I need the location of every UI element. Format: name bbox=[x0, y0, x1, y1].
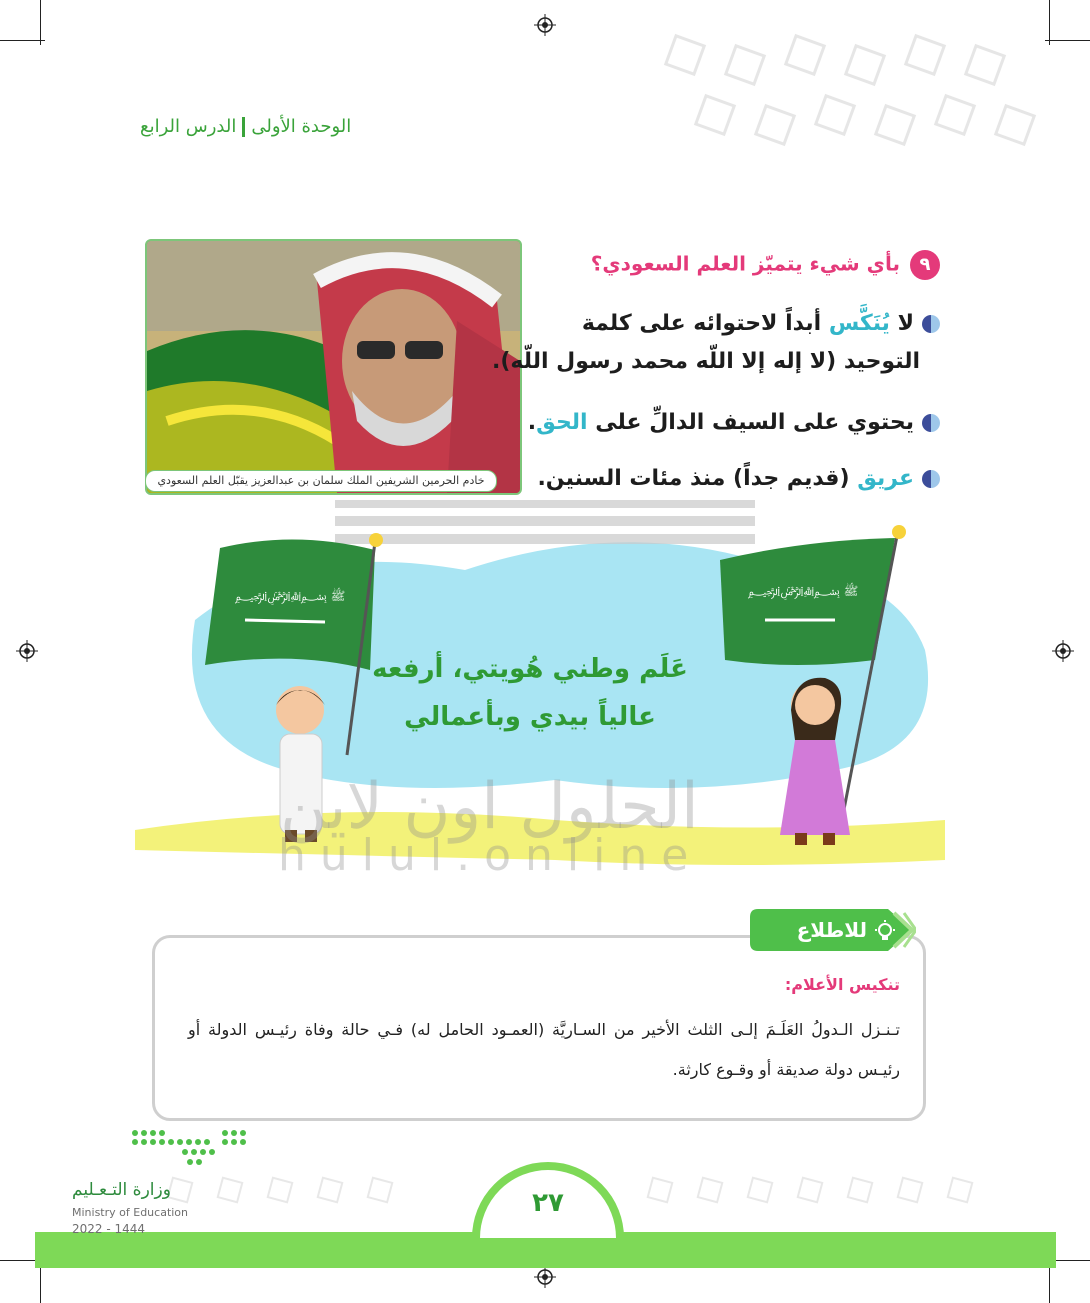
ministry-year: 2022 - 1444 bbox=[72, 1222, 146, 1236]
bullet-item: عريق (قديم جداً) منذ مئات السنين. bbox=[537, 460, 940, 498]
highlight-word: عريق bbox=[857, 466, 914, 491]
svg-text:ﷺ ﷽: ﷺ ﷽ bbox=[747, 584, 859, 598]
info-text: تـنـزل الـدولُ العَلَـمَ إلـى الثلث الأخير من السـاريَّة (العمـود الحامل له) فـي حالة وفاة رئيـس الدولة أو رئيـس دولة صديقة أو وقـوع كارثة. bbox=[188, 1020, 900, 1079]
bullet-dot-icon bbox=[922, 470, 940, 488]
ministry-name-arabic: وزارة التـعـليم bbox=[72, 1180, 171, 1200]
highlight-word: الحق bbox=[536, 410, 588, 435]
bullet-dot-icon bbox=[922, 315, 940, 333]
question-text: بأي شيء يتميّز العلم السعودي؟ bbox=[590, 251, 900, 276]
question-heading bbox=[591, 250, 940, 280]
lightbulb-icon bbox=[873, 920, 897, 944]
page-header bbox=[140, 116, 370, 137]
watermark-english: hulul.online bbox=[278, 830, 703, 881]
lesson-title: الدرس الرابع bbox=[140, 116, 237, 137]
bullet-dot-icon bbox=[922, 414, 940, 432]
crop-mark bbox=[40, 1265, 41, 1303]
svg-text:ﷺ ﷽: ﷺ ﷽ bbox=[234, 589, 346, 603]
king-photo bbox=[145, 239, 522, 495]
crop-mark bbox=[1050, 1260, 1090, 1261]
king-photo-illustration bbox=[147, 241, 520, 493]
watermark-arabic: الحلول اون لاين bbox=[280, 770, 699, 844]
header-separator bbox=[242, 117, 245, 137]
registration-mark-icon bbox=[534, 1266, 556, 1288]
ministry-logo-icon bbox=[130, 1128, 250, 1173]
question-number: ٩ bbox=[910, 250, 940, 280]
crop-mark bbox=[0, 1260, 40, 1261]
highlight-word: يُنَكَّس bbox=[828, 311, 890, 336]
page-number: ٢٧ bbox=[532, 1188, 564, 1218]
registration-mark-icon bbox=[534, 14, 556, 36]
crop-mark bbox=[40, 0, 41, 45]
bullet-item: لا يُنَكَّس أبداً لاحتوائه على كلمة bbox=[582, 305, 940, 343]
bullet-item-continuation: التوحيد (لا إله إلا اللّه محمد رسول اللّه). bbox=[491, 349, 920, 374]
registration-mark-icon bbox=[16, 640, 38, 662]
photo-caption: خادم الحرمين الشريفين الملك سلمان بن عبدالعزيز يقبّل العلم السعودي bbox=[145, 470, 497, 492]
crop-mark bbox=[1049, 1265, 1050, 1303]
ministry-name-english: Ministry of Education bbox=[72, 1206, 189, 1219]
slogan bbox=[360, 645, 700, 741]
slogan-line-2: عالياً بيدي وبأعمالي bbox=[404, 702, 656, 732]
info-tab-label: للاطلاع bbox=[797, 918, 897, 944]
registration-mark-icon bbox=[1052, 640, 1074, 662]
slogan-line-1: عَلَم وطني هُويتي، أرفعه bbox=[372, 654, 688, 684]
unit-title: الوحدة الأولى bbox=[251, 116, 352, 137]
decorative-pattern bbox=[640, 20, 1060, 190]
info-subtitle: تنكيس الأعلام: bbox=[784, 975, 900, 994]
crop-mark bbox=[0, 40, 45, 41]
bullet-item: يحتوي على السيف الدالِّ على الحق. bbox=[528, 404, 940, 442]
